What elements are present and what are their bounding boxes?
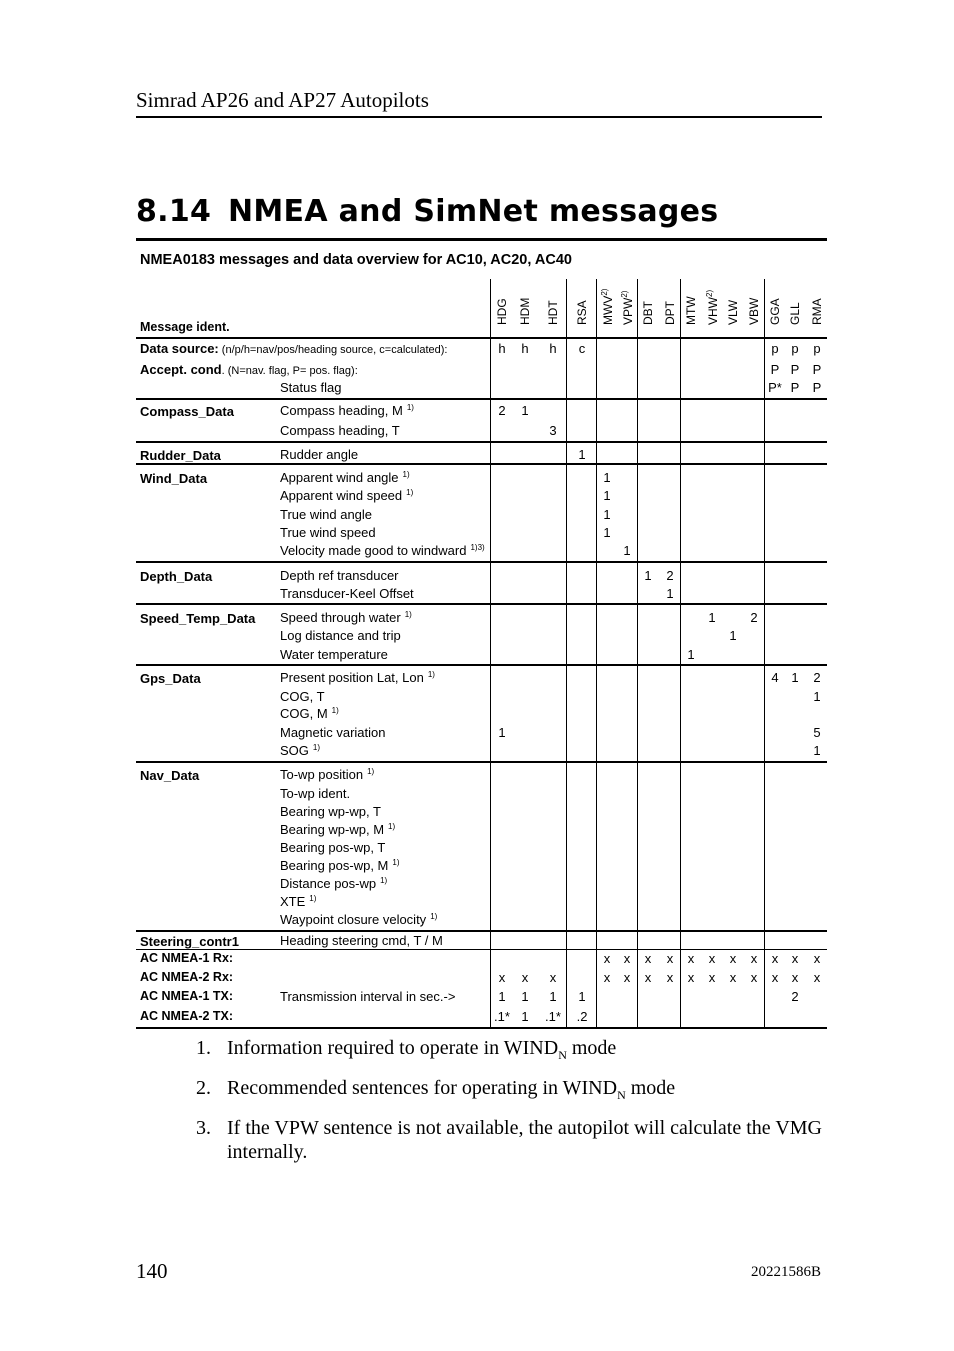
section-title: NMEA and SimNet messages [228,194,719,229]
footnote [196,1116,822,1164]
footnote-number: 2. [196,1077,211,1099]
table-cell: x [666,970,674,985]
table-cell: h [498,341,506,356]
item-label-superscript: 1) [388,822,396,831]
table-cell: x [623,951,631,966]
item-label [280,786,350,801]
table-cell: P [790,362,800,377]
row-divider [136,441,827,443]
table-cell: x [498,970,506,985]
item-label-text: Bearing wp-wp, T [280,804,381,819]
table-cell: 2 [498,403,506,418]
footnotes [196,1036,822,1173]
column-header-label: GLL [788,302,802,325]
data-source-note: (n/p/h=nav/pos/heading source, c=calculated): [218,344,448,356]
table-cell: p [771,341,779,356]
item-label-text: Log distance and trip [280,628,401,643]
row-divider [136,398,827,400]
column-header-gll [788,302,802,325]
column-header-mwv [600,289,615,325]
column-header-label: MWV [601,295,615,325]
item-label [280,725,386,740]
header-rule [136,116,822,118]
item-label-text: True wind angle [280,507,373,522]
item-label [280,647,388,662]
item-label-superscript: 1) [402,470,410,479]
table-cell: x [687,951,695,966]
table-cell: 4 [771,670,779,685]
column-header-label: GGA [768,298,782,325]
running-header-title: Simrad AP26 and AP27 Autopilots [136,88,429,112]
group-label: Depth_Data [140,569,213,584]
table-cell: 2 [813,670,821,685]
item-label-text: Compass heading, T [280,423,400,438]
column-header-label: RMA [810,298,824,325]
footer-row-label: AC NMEA-1 Rx: [140,951,234,965]
item-label-text: Bearing pos-wp, T [280,840,386,855]
table-cell: .1* [494,1009,510,1024]
table-cell: x [771,970,779,985]
item-label [280,610,412,625]
footer-row-label: AC NMEA-2 TX: [140,1009,234,1023]
column-divider [490,279,491,1027]
table-cell: 1 [521,403,529,418]
transmission-interval-label: Transmission interval in sec.-> [280,989,456,1004]
item-label-text: Distance pos-wp [280,876,377,891]
table-cell: 1 [578,989,586,1004]
table-cell: 2 [750,610,758,625]
table-cell: p [813,341,821,356]
table-cell: x [708,970,716,985]
item-label [280,543,485,558]
row-divider [136,561,827,563]
item-label [280,858,400,873]
item-label [280,525,376,540]
column-header-label: MTW [684,296,698,325]
table-cell: 1 [603,525,611,540]
table-cell: x [813,970,821,985]
item-label-text: Transducer-Keel Offset [280,586,414,601]
item-label [280,423,400,438]
table-cell: 1 [549,989,557,1004]
column-header-mtw [684,296,698,325]
section-heading [136,194,718,229]
row-divider [136,930,827,932]
page-number: 140 [136,1259,168,1283]
table-cell: x [644,970,652,985]
item-label-text: COG, M [280,706,328,721]
column-header-label: RSA [575,300,589,325]
column-header-label: DPT [663,301,677,325]
table-cell: x [687,970,695,985]
accept-cond-row [140,362,358,377]
row-divider [136,949,827,950]
item-label-superscript: 1) [380,876,388,885]
column-header-hdm [518,298,532,325]
table-cell: x [729,951,737,966]
item-label [280,876,387,891]
column-header-label: VBW [747,297,761,325]
table-cell: h [549,341,557,356]
footer-row-label: AC NMEA-1 TX: [140,989,234,1003]
row-divider [136,603,827,605]
table-cell: P [770,362,780,377]
item-label [280,670,435,685]
table-cell: x [813,951,821,966]
table-cell: x [729,970,737,985]
item-label [280,447,358,462]
item-label [280,507,372,522]
column-header-gga [768,298,782,325]
group-label: Compass_Data [140,404,234,419]
table-cell: x [791,970,799,985]
column-header-vpw [620,291,635,325]
item-label-text: Velocity made good to windward [280,543,467,558]
footnote-text-after: mode [566,1037,617,1059]
table-cell: x [666,951,674,966]
item-label-text: Waypoint closure velocity [280,912,427,927]
item-label [280,822,395,837]
footnote-number: 1. [196,1037,211,1059]
table-cell: p [791,341,799,356]
table-cell: h [521,341,529,356]
table-cell: x [750,970,758,985]
column-header-label: HDT [546,300,560,325]
item-label [280,403,414,418]
document-code: 20221586B [751,1264,822,1280]
row-divider [136,761,827,763]
table-cell: c [578,341,586,356]
column-header-hdg [495,298,509,325]
table-cell: 2 [666,568,674,583]
item-label-text: COG, T [280,689,325,704]
table-cell: 1 [603,488,611,503]
row-divider [136,463,827,465]
item-label-text: True wind speed [280,525,376,540]
column-header-rma [810,298,824,325]
table-cell: x [603,970,611,985]
group-label: Rudder_Data [140,448,221,463]
table-cell: 1 [644,568,652,583]
nmea-table [136,238,827,1029]
item-label [280,912,437,927]
item-label-superscript: 1) [406,488,414,497]
accept-cond-note: . (N=nav. flag, P= pos. flag): [221,365,358,377]
table-cell: 3 [549,423,557,438]
column-divider [566,279,567,1027]
item-label [280,568,399,583]
item-label-text: Water temperature [280,647,388,662]
item-label-text: Heading steering cmd, T / M [280,933,443,948]
item-label [280,840,385,855]
item-label-text: Speed through water [280,610,401,625]
item-label-text: SOG [280,743,309,758]
table-cell: 1 [813,689,821,704]
item-label [280,933,443,948]
table-cell: 1 [708,610,716,625]
item-label [280,689,325,704]
item-label-superscript: 1)3) [470,543,485,552]
item-label-superscript: 1) [430,912,438,921]
item-label [280,804,381,819]
table-cell: x [771,951,779,966]
item-label [280,894,316,909]
item-label [280,706,339,721]
column-header-superscript: 2) [620,290,629,298]
item-label-superscript: 1) [331,706,339,715]
table-cell: 1 [813,743,821,758]
table-cell: 1 [603,470,611,485]
item-label [280,743,320,758]
item-label-superscript: 1) [406,403,414,412]
item-label-text: Apparent wind angle [280,470,399,485]
column-header-vbw [747,298,761,325]
table-cell: P [812,380,822,395]
group-label: Wind_Data [140,471,208,486]
column-divider [637,279,638,1027]
item-label [280,628,401,643]
table-cell: .1* [545,1009,561,1024]
table-cell: P [790,380,800,395]
column-header-superscript: 2) [705,289,714,297]
item-label [280,767,374,782]
item-label-text: Compass heading, M [280,403,403,418]
table-cell: 1 [603,507,611,522]
footnote-text: Recommended sentences for operating in WIND [227,1077,618,1099]
table-cell: x [791,951,799,966]
table-cell: 1 [498,725,506,740]
table-caption: NMEA0183 messages and data overview for AC10, AC20, AC40 [140,252,572,268]
footnote [196,1076,822,1107]
column-header-label: DBT [641,301,655,325]
column-header-superscript: 2) [600,288,609,296]
data-source-row [140,341,447,356]
table-cell: x [644,951,652,966]
item-label-text: Bearing wp-wp, M [280,822,385,837]
item-label-text: Bearing pos-wp, M [280,858,389,873]
group-label: Speed_Temp_Data [140,611,256,626]
table-cell: x [603,951,611,966]
item-label [280,488,413,503]
column-header-label: VPW [621,297,635,325]
table-cell: P [812,362,822,377]
group-label: Nav_Data [140,768,200,783]
column-header-dbt [641,301,655,325]
item-label-superscript: 1) [309,894,317,903]
footnote [196,1036,822,1067]
column-divider [596,279,597,1027]
table-cell: 1 [791,670,799,685]
item-label-text: Magnetic variation [280,725,386,740]
table-cell: x [750,951,758,966]
group-label: Steering_contr1 [140,934,239,949]
group-label: Gps_Data [140,671,201,686]
item-label-text: To-wp ident. [280,786,351,801]
table-cell: 1 [687,647,695,662]
table-cell: 1 [623,543,631,558]
table-cell: x [708,951,716,966]
column-header-label: HDG [495,298,509,325]
item-label [280,470,410,485]
data-source-label: Data source: [140,341,219,356]
row-divider [136,337,827,339]
item-label-text: To-wp position [280,767,364,782]
column-header-rsa [575,300,589,325]
item-label-text: Depth ref transducer [280,568,399,583]
table-cell: 2 [791,989,799,1004]
item-label-text: Present position Lat, Lon [280,670,424,685]
table-cell: x [623,970,631,985]
item-label-superscript: 1) [312,743,321,752]
column-header-dpt [663,301,677,325]
row-divider [136,664,827,666]
footnote-number: 3. [196,1117,211,1139]
column-header-hdt [546,300,560,325]
column-header-label: HDM [518,297,532,325]
column-header-label: VHW [706,297,720,325]
item-label [280,586,414,601]
footer-row-label: AC NMEA-2 Rx: [140,970,234,984]
table-cell: 1 [666,586,674,601]
table-cell: x [521,970,529,985]
column-header-vhw [705,290,720,325]
item-label-superscript: 1) [392,858,400,867]
table-cell: 1 [498,989,506,1004]
table-cell: 1 [521,1009,529,1024]
table-cell: 5 [813,725,821,740]
table-cell: 1 [521,989,529,1004]
footnote-subscript: N [617,1088,626,1102]
item-label-text: Rudder angle [280,447,359,462]
status-flag-label: Status flag [280,380,342,395]
item-label-superscript: 1) [404,610,412,619]
accept-cond-label: Accept. cond [140,362,222,377]
table-cell: x [549,970,557,985]
table-cell: 1 [578,447,586,462]
footnote-text-after: mode [625,1077,676,1099]
item-label-text: Apparent wind speed [280,488,403,503]
message-ident-label: Message ident. [140,320,230,334]
column-header-label: VLW [726,299,740,325]
table-cell: P* [768,380,782,395]
table-cell: .2 [576,1009,588,1024]
table-cell: 1 [729,628,737,643]
item-label-superscript: 1) [367,767,375,776]
footnote-text: If the VPW sentence is not available, the autopilot will calculate the VMG internally. [227,1117,822,1163]
section-number: 8.14 [136,194,212,229]
footnote-text: Information required to operate in WIND [227,1037,559,1059]
item-label-text: XTE [280,894,306,909]
column-header-vlw [726,300,740,325]
footnote-subscript: N [558,1048,567,1062]
item-label-superscript: 1) [427,670,435,679]
